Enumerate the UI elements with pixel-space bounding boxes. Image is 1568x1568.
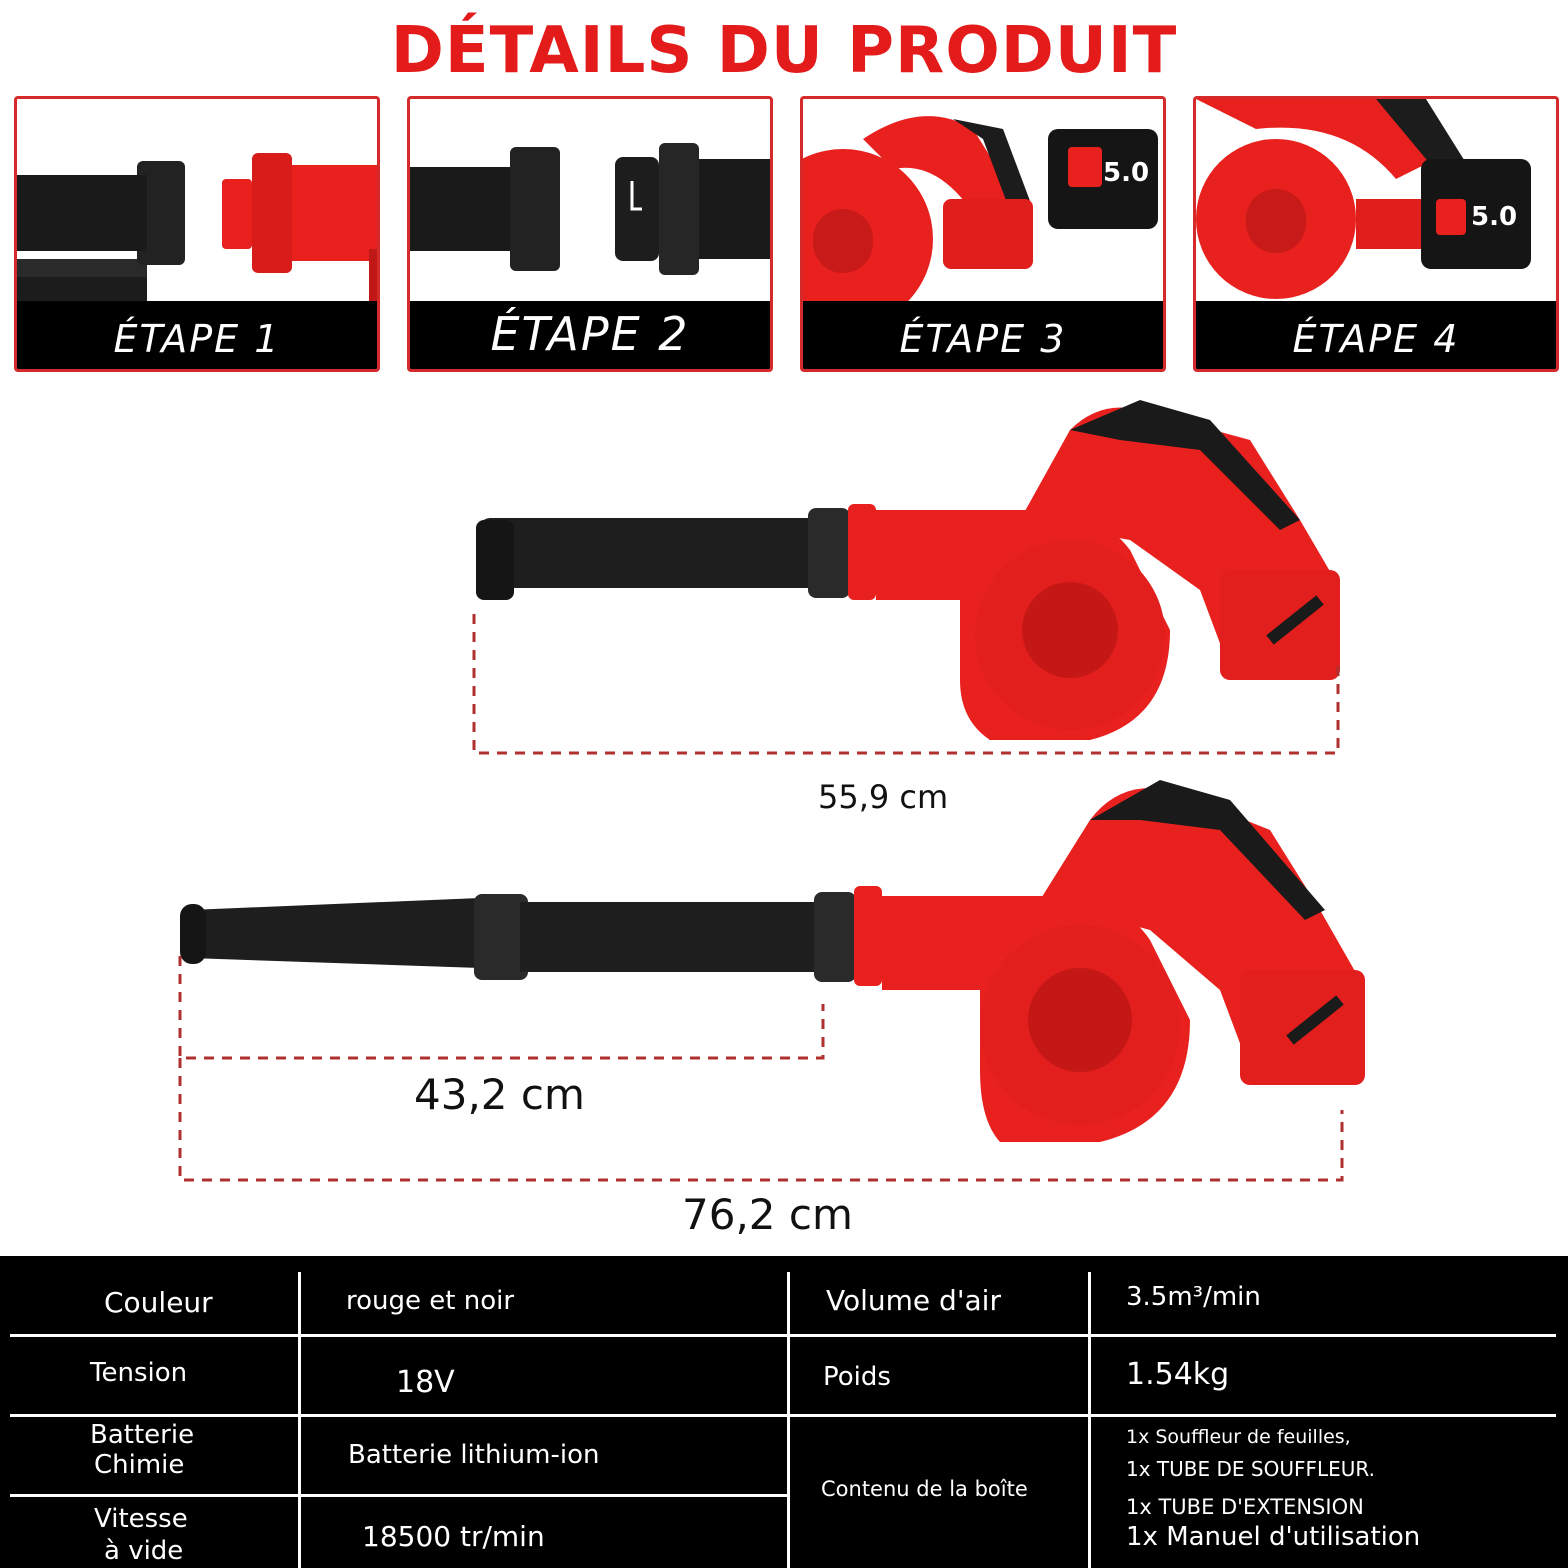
extension-length: 43,2 cm bbox=[414, 1070, 585, 1119]
total-dimension-line bbox=[180, 1058, 1342, 1180]
fan-grille-icon bbox=[1246, 189, 1306, 253]
batterie-label-line1: Batterie bbox=[90, 1420, 195, 1450]
step-1-label: ÉTAPE 1 bbox=[113, 317, 281, 361]
long-blower-length: 76,2 cm bbox=[682, 1190, 853, 1239]
page-title: DÉTAILS DU PRODUIT bbox=[390, 14, 1178, 88]
step-2-panel bbox=[407, 96, 773, 372]
couleur-value: rouge et noir bbox=[346, 1286, 515, 1316]
couleur-label: Couleur bbox=[104, 1286, 213, 1319]
volume-value: 3.5m³/min bbox=[1126, 1282, 1261, 1312]
long-dimension-lines bbox=[0, 950, 1568, 1190]
step-4-panel bbox=[1193, 96, 1559, 372]
volume-label: Volume d'air bbox=[826, 1284, 1001, 1317]
poids-value: 1.54kg bbox=[1126, 1357, 1230, 1392]
step-4-label: ÉTAPE 4 bbox=[1292, 317, 1460, 361]
extension-dimension-line bbox=[180, 956, 823, 1058]
spec-table bbox=[0, 1256, 1568, 1568]
vitesse-label-line2: à vide bbox=[104, 1536, 184, 1566]
contenu-item-4: 1x Manuel d'utilisation bbox=[1126, 1522, 1421, 1552]
battery-pack bbox=[1048, 129, 1158, 229]
tube-collar bbox=[808, 508, 850, 598]
tube-collar-left bbox=[510, 147, 560, 271]
short-dimension-line bbox=[0, 600, 1568, 770]
contenu-item-2: 1x TUBE DE SOUFFLEUR. bbox=[1126, 1457, 1375, 1481]
contenu-item-1: 1x Souffleur de feuilles, bbox=[1126, 1426, 1351, 1448]
battery-badge: 5.0 bbox=[1103, 158, 1150, 188]
vitesse-value: 18500 tr/min bbox=[362, 1520, 545, 1553]
step-3-label: ÉTAPE 3 bbox=[899, 317, 1067, 361]
batterie-label-line2: Chimie bbox=[94, 1450, 185, 1480]
blower-tube bbox=[480, 518, 820, 588]
tube-left bbox=[410, 167, 520, 251]
short-blower-length: 55,9 cm bbox=[818, 778, 949, 816]
step-1-panel bbox=[14, 96, 380, 372]
batterie-value: Batterie lithium-ion bbox=[348, 1440, 600, 1470]
tension-value: 18V bbox=[396, 1365, 455, 1400]
tension-label: Tension bbox=[90, 1358, 188, 1388]
battery-pack bbox=[1421, 159, 1531, 269]
fan-grille-icon bbox=[813, 209, 873, 273]
contenu-label: Contenu de la boîte bbox=[821, 1477, 1028, 1501]
step-2-label: ÉTAPE 2 bbox=[490, 307, 690, 361]
nozzle-tip bbox=[222, 179, 252, 249]
step-3-panel bbox=[800, 96, 1166, 372]
contenu-item-3: 1x TUBE D'EXTENSION bbox=[1126, 1495, 1364, 1519]
battery-badge: 5.0 bbox=[1471, 202, 1518, 232]
poids-label: Poids bbox=[823, 1362, 891, 1392]
vitesse-label-line1: Vitesse bbox=[94, 1504, 188, 1534]
